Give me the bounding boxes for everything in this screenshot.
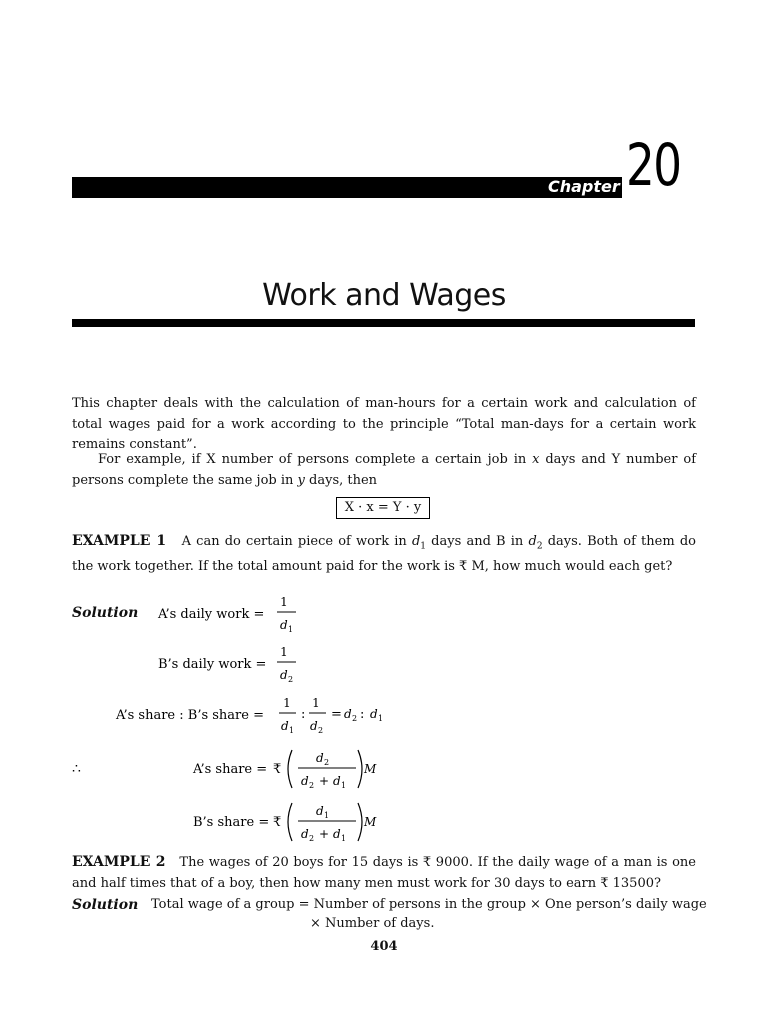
solution-1-label: Solution: [72, 605, 139, 621]
svg-text:d: d: [316, 751, 324, 765]
svg-text:d: d: [281, 719, 289, 733]
chapter-bar: [72, 177, 622, 198]
example-1-heading: EXAMPLE 1: [72, 533, 167, 549]
svg-text:d: d: [370, 707, 378, 721]
solution-2-line-1: Total wage of a group = Number of persons in the group × One person’s daily wage: [151, 897, 707, 912]
svg-text:2: 2: [288, 675, 294, 684]
example-1-statement: EXAMPLE 1 A can do certain piece of work in $d_1$ days and B in $d_2$ days. Both of them do the work together. If the total amount paid for the work is ₹ M, how much would each get?: [72, 533, 696, 575]
svg-text:2: 2: [309, 834, 315, 843]
left-paren: [288, 750, 292, 788]
svg-text:d: d: [310, 719, 318, 733]
svg-text:1: 1: [341, 834, 347, 843]
solution-2-label: Solution: [72, 897, 139, 913]
svg-text:d: d: [280, 668, 288, 682]
svg-text:2: 2: [352, 714, 358, 723]
b-daily-num: 1: [280, 645, 288, 659]
right-paren: [358, 750, 362, 788]
chapter-number: 20: [626, 131, 681, 199]
plus-sign: +: [319, 774, 330, 788]
solution-2-line-2: × Number of days.: [310, 916, 435, 931]
svg-text:1: 1: [324, 811, 330, 820]
chapter-title: Work and Wages: [262, 278, 506, 313]
svg-text:M: M: [364, 815, 377, 829]
ratio-colon: :: [301, 707, 306, 722]
svg-text:d: d: [316, 804, 324, 818]
svg-text:d: d: [333, 827, 341, 841]
right-paren: [358, 803, 362, 841]
a-share-label: A’s share =: [193, 762, 268, 777]
b-share-label: B’s share =: [193, 815, 270, 830]
title-rule: [72, 319, 695, 327]
intro-paragraph: This chapter deals with the calculation of man-hours for a certain work and calculation of total wages paid for a work according to the principle “Total man-days for a certain work remains constant”.: [72, 396, 696, 452]
svg-text:1: 1: [283, 696, 291, 710]
boxed-equation: X · x = Y · y: [336, 497, 430, 519]
example-2-heading: EXAMPLE 2: [72, 854, 166, 870]
ratio-colon: :: [360, 707, 365, 722]
svg-text:d: d: [280, 618, 288, 632]
a-daily-label: A’s daily work =: [158, 607, 265, 622]
svg-text:2: 2: [309, 781, 315, 790]
svg-text:1: 1: [289, 726, 295, 735]
solution-1-math: [0, 590, 768, 850]
intro-example-paragraph: For example, if X number of persons complete a certain job in x days and Y number of persons complete the same job in y days, then: [72, 452, 696, 488]
example-2-statement: EXAMPLE 2 The wages of 20 boys for 15 days is ₹ 9000. If the daily wage of a man is one and half times that of a boy, then how many men must work for 30 days to earn ₹ 13500?: [72, 854, 696, 891]
a-daily-num: 1: [280, 595, 288, 609]
page-number: 404: [370, 939, 398, 954]
svg-text:M: M: [364, 762, 377, 776]
svg-text:2: 2: [318, 726, 324, 735]
svg-text:1: 1: [288, 625, 294, 634]
svg-text:1: 1: [312, 696, 320, 710]
left-paren: [288, 803, 292, 841]
plus-sign: +: [319, 827, 330, 841]
equals-sign: =: [331, 707, 342, 722]
svg-text:₹: ₹: [273, 762, 282, 777]
share-ratio-label: A’s share : B’s share =: [116, 708, 264, 723]
svg-text:d: d: [344, 707, 352, 721]
svg-text:1: 1: [341, 781, 347, 790]
svg-text:₹: ₹: [273, 815, 282, 830]
svg-text:d: d: [301, 827, 309, 841]
svg-text:d: d: [333, 774, 341, 788]
b-daily-label: B’s daily work =: [158, 657, 267, 672]
chapter-label: Chapter: [548, 177, 620, 196]
svg-text:1: 1: [378, 714, 384, 723]
therefore-symbol: ∴: [72, 761, 81, 777]
svg-text:2: 2: [324, 758, 330, 767]
svg-text:d: d: [301, 774, 309, 788]
